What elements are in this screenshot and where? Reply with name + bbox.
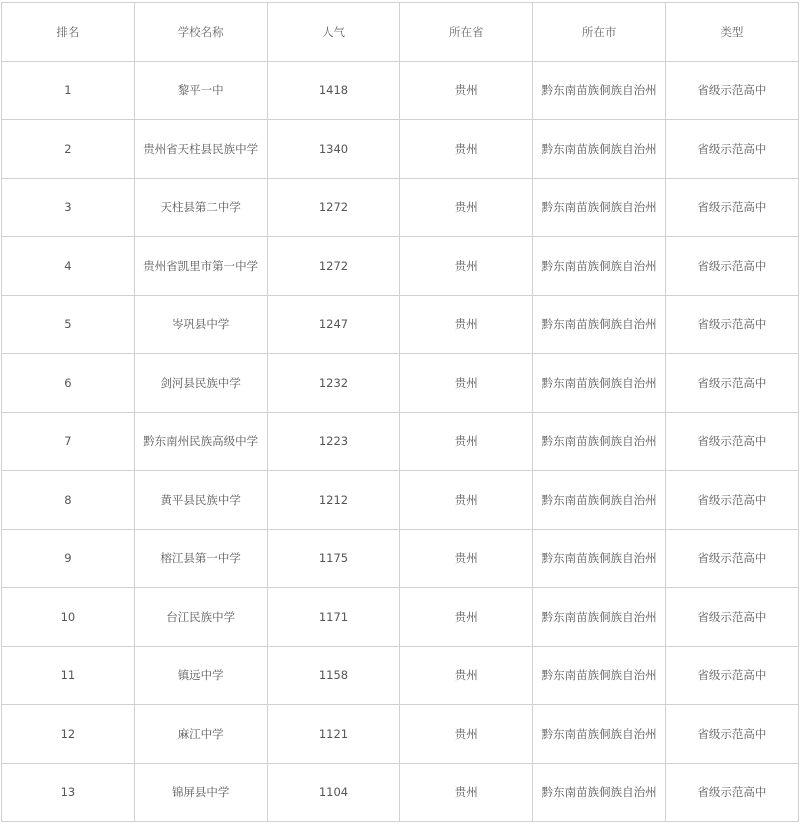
cell-school-name: 榕江县第一中学 bbox=[134, 529, 267, 588]
cell-city: 黔东南苗族侗族自治州 bbox=[533, 295, 666, 354]
table-row bbox=[2, 61, 799, 120]
cell-rank: 3 bbox=[2, 178, 135, 237]
cell-rank: 9 bbox=[2, 529, 135, 588]
cell-popularity: 1232 bbox=[267, 354, 400, 413]
cell-school-name: 台江民族中学 bbox=[134, 588, 267, 647]
cell-rank: 8 bbox=[2, 471, 135, 530]
header-popularity: 人气 bbox=[267, 3, 400, 62]
cell-type: 省级示范高中 bbox=[665, 120, 798, 179]
cell-province: 贵州 bbox=[400, 529, 533, 588]
table-row bbox=[2, 354, 799, 413]
table-row bbox=[2, 471, 799, 530]
header-type: 类型 bbox=[665, 3, 798, 62]
cell-popularity: 1418 bbox=[267, 61, 400, 120]
cell-province: 贵州 bbox=[400, 237, 533, 296]
cell-rank: 11 bbox=[2, 646, 135, 705]
header-rank: 排名 bbox=[2, 3, 135, 62]
cell-school-name: 贵州省天柱县民族中学 bbox=[134, 120, 267, 179]
table-row bbox=[2, 529, 799, 588]
cell-rank: 10 bbox=[2, 588, 135, 647]
cell-type: 省级示范高中 bbox=[665, 178, 798, 237]
cell-popularity: 1272 bbox=[267, 178, 400, 237]
cell-province: 贵州 bbox=[400, 763, 533, 822]
cell-rank: 13 bbox=[2, 763, 135, 822]
cell-province: 贵州 bbox=[400, 412, 533, 471]
cell-rank: 12 bbox=[2, 705, 135, 764]
table-row bbox=[2, 588, 799, 647]
cell-city: 黔东南苗族侗族自治州 bbox=[533, 412, 666, 471]
cell-province: 贵州 bbox=[400, 588, 533, 647]
cell-city: 黔东南苗族侗族自治州 bbox=[533, 588, 666, 647]
cell-city: 黔东南苗族侗族自治州 bbox=[533, 237, 666, 296]
cell-type: 省级示范高中 bbox=[665, 237, 798, 296]
cell-city: 黔东南苗族侗族自治州 bbox=[533, 705, 666, 764]
cell-province: 贵州 bbox=[400, 646, 533, 705]
cell-province: 贵州 bbox=[400, 471, 533, 530]
cell-school-name: 麻江中学 bbox=[134, 705, 267, 764]
cell-rank: 4 bbox=[2, 237, 135, 296]
cell-rank: 1 bbox=[2, 61, 135, 120]
cell-type: 省级示范高中 bbox=[665, 471, 798, 530]
table-row bbox=[2, 237, 799, 296]
cell-city: 黔东南苗族侗族自治州 bbox=[533, 120, 666, 179]
cell-province: 贵州 bbox=[400, 178, 533, 237]
cell-popularity: 1247 bbox=[267, 295, 400, 354]
school-ranking-table bbox=[1, 2, 799, 822]
cell-type: 省级示范高中 bbox=[665, 295, 798, 354]
cell-popularity: 1171 bbox=[267, 588, 400, 647]
cell-type: 省级示范高中 bbox=[665, 354, 798, 413]
cell-city: 黔东南苗族侗族自治州 bbox=[533, 178, 666, 237]
table-row bbox=[2, 120, 799, 179]
header-province: 所在省 bbox=[400, 3, 533, 62]
table-row bbox=[2, 705, 799, 764]
header-city: 所在市 bbox=[533, 3, 666, 62]
cell-type: 省级示范高中 bbox=[665, 646, 798, 705]
table-header-row bbox=[2, 3, 799, 62]
cell-province: 贵州 bbox=[400, 120, 533, 179]
cell-school-name: 贵州省凯里市第一中学 bbox=[134, 237, 267, 296]
cell-type: 省级示范高中 bbox=[665, 763, 798, 822]
cell-popularity: 1340 bbox=[267, 120, 400, 179]
table-row bbox=[2, 178, 799, 237]
cell-popularity: 1212 bbox=[267, 471, 400, 530]
cell-popularity: 1158 bbox=[267, 646, 400, 705]
cell-school-name: 岑巩县中学 bbox=[134, 295, 267, 354]
cell-type: 省级示范高中 bbox=[665, 61, 798, 120]
cell-city: 黔东南苗族侗族自治州 bbox=[533, 646, 666, 705]
cell-rank: 6 bbox=[2, 354, 135, 413]
cell-school-name: 黎平一中 bbox=[134, 61, 267, 120]
cell-school-name: 镇远中学 bbox=[134, 646, 267, 705]
cell-rank: 5 bbox=[2, 295, 135, 354]
cell-province: 贵州 bbox=[400, 354, 533, 413]
cell-school-name: 黄平县民族中学 bbox=[134, 471, 267, 530]
cell-city: 黔东南苗族侗族自治州 bbox=[533, 354, 666, 413]
cell-city: 黔东南苗族侗族自治州 bbox=[533, 471, 666, 530]
cell-type: 省级示范高中 bbox=[665, 588, 798, 647]
cell-province: 贵州 bbox=[400, 61, 533, 120]
cell-city: 黔东南苗族侗族自治州 bbox=[533, 763, 666, 822]
cell-city: 黔东南苗族侗族自治州 bbox=[533, 529, 666, 588]
cell-type: 省级示范高中 bbox=[665, 412, 798, 471]
cell-school-name: 黔东南州民族高级中学 bbox=[134, 412, 267, 471]
cell-popularity: 1272 bbox=[267, 237, 400, 296]
cell-type: 省级示范高中 bbox=[665, 705, 798, 764]
cell-rank: 2 bbox=[2, 120, 135, 179]
cell-type: 省级示范高中 bbox=[665, 529, 798, 588]
cell-popularity: 1104 bbox=[267, 763, 400, 822]
cell-school-name: 剑河县民族中学 bbox=[134, 354, 267, 413]
table-row bbox=[2, 295, 799, 354]
cell-school-name: 天柱县第二中学 bbox=[134, 178, 267, 237]
cell-rank: 7 bbox=[2, 412, 135, 471]
cell-city: 黔东南苗族侗族自治州 bbox=[533, 61, 666, 120]
table-row bbox=[2, 412, 799, 471]
header-school-name: 学校名称 bbox=[134, 3, 267, 62]
table-body bbox=[2, 61, 799, 822]
cell-popularity: 1223 bbox=[267, 412, 400, 471]
cell-school-name: 锦屏县中学 bbox=[134, 763, 267, 822]
cell-popularity: 1121 bbox=[267, 705, 400, 764]
cell-province: 贵州 bbox=[400, 295, 533, 354]
table-row bbox=[2, 763, 799, 822]
table-row bbox=[2, 646, 799, 705]
cell-province: 贵州 bbox=[400, 705, 533, 764]
cell-popularity: 1175 bbox=[267, 529, 400, 588]
